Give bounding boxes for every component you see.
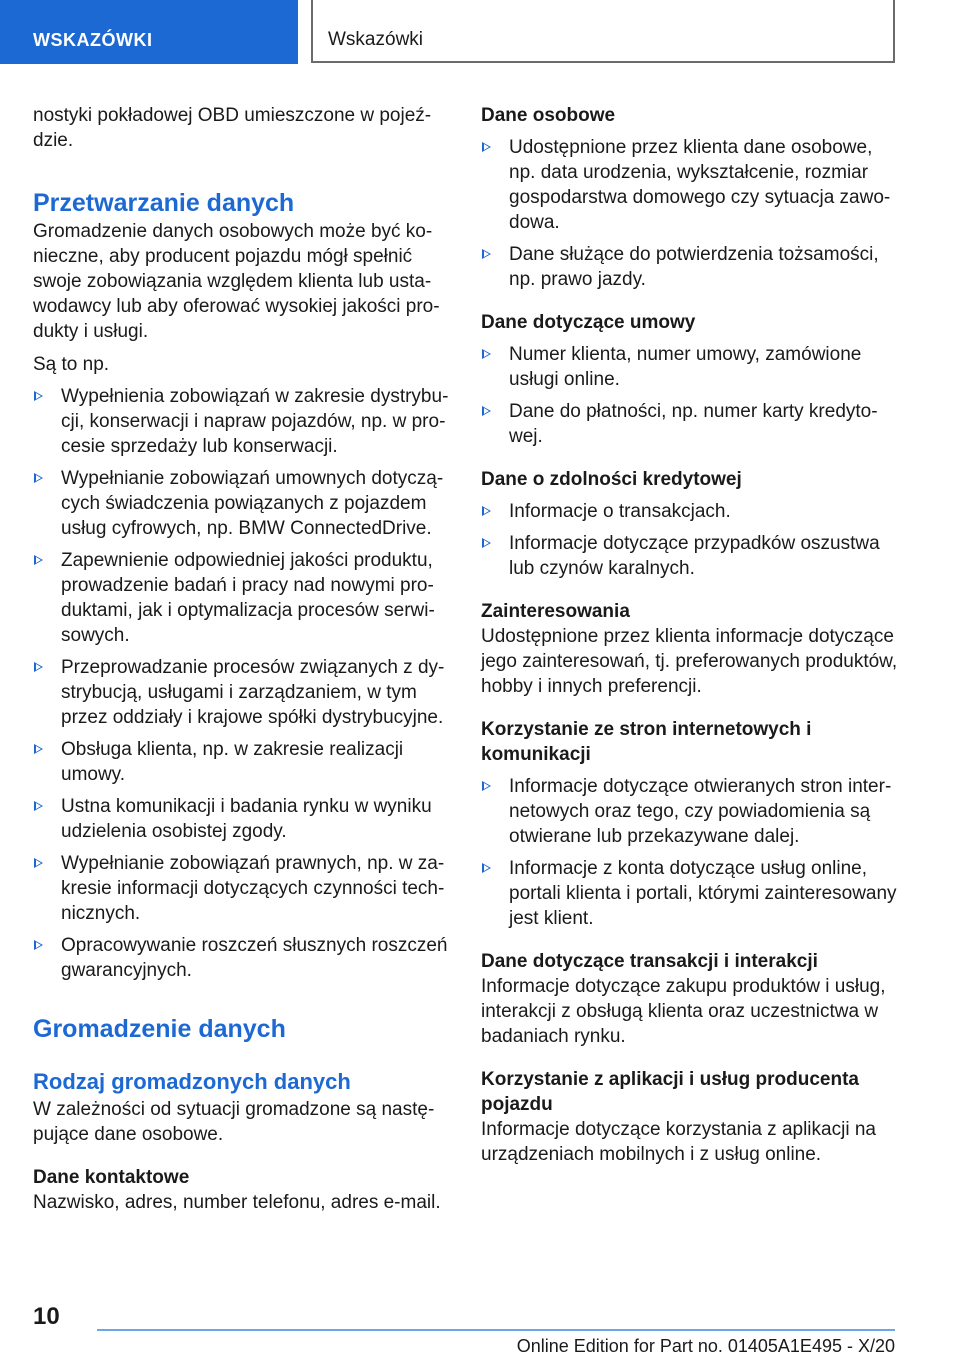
bullet-triangle-icon	[482, 406, 491, 416]
list-item: Przeprowadzanie procesów związanych z dystrybucją, usługami i zarządzaniem, w tym przez oddziały i krajowe spółki dystrybucyjne.	[33, 655, 451, 730]
bullet-triangle-icon	[482, 142, 491, 152]
label-web: Korzystanie ze stron internetowych i komunikacji	[481, 719, 812, 765]
left-column	[33, 103, 451, 1215]
processing-list	[33, 384, 451, 983]
label-apps: Korzystanie z aplikacji i usług producenta pojazdu	[481, 1069, 859, 1115]
kind-text: W zależności od sytuacji gromadzone są następujące dane osobowe.	[33, 1099, 435, 1145]
edition-link[interactable]: Online Edition for Part no. 01405A1E495 - X/20	[516, 1336, 895, 1356]
bullet-triangle-icon	[34, 662, 43, 672]
apps-text: Informacje dotyczące korzystania z aplikacji na urządzeniach mobilnych i z usług online.	[481, 1119, 876, 1165]
list-item: Numer klienta, numer umowy, zamówione usługi online.	[481, 342, 899, 392]
intro-text: nostyki pokładowej OBD umieszczone w pojeździe.	[33, 105, 432, 151]
transactions-text: Informacje dotyczące zakupu produktów i usług, interakcji z obsługą klienta oraz uczestnictwa w badaniach rynku.	[481, 976, 886, 1047]
bullet-triangle-icon	[482, 538, 491, 548]
processing-text: Gromadzenie danych osobowych może być konieczne, aby producent pojazdu mógł spełnić swoje zobowiązania względem klienta lub ustawodawcy lub aby oferować wysokiej jakości produkty i usługi.	[33, 221, 440, 342]
list-item: Informacje o transakcjach.	[481, 499, 899, 524]
heading-collection: Gromadzenie danych	[33, 1015, 286, 1043]
bullet-triangle-icon	[34, 744, 43, 754]
web-list	[481, 774, 899, 931]
credit-list	[481, 499, 899, 581]
bullet-triangle-icon	[34, 858, 43, 868]
bullet-triangle-icon	[34, 940, 43, 950]
label-contact: Dane kontaktowe	[33, 1167, 190, 1188]
section-title: Wskazówki	[328, 29, 424, 50]
right-column	[481, 103, 899, 1167]
bullet-triangle-icon	[34, 391, 43, 401]
bullet-triangle-icon	[34, 555, 43, 565]
bullet-triangle-icon	[482, 781, 491, 791]
label-credit: Dane o zdolności kredytowej	[481, 469, 742, 490]
label-personal: Dane osobowe	[481, 105, 616, 126]
list-item: Obsługa klienta, np. w zakresie realizacji umowy.	[33, 737, 451, 787]
list-item: Informacje z konta dotyczące usług online, portali klienta i portali, którymi zainteresowany jest klient.	[481, 856, 899, 931]
bullet-triangle-icon	[482, 506, 491, 516]
personal-list	[481, 135, 899, 292]
bullet-triangle-icon	[34, 801, 43, 811]
interests-text: Udostępnione przez klienta informacje dotyczące jego zainteresowań, tj. preferowanych produktów, hobby i innych preferencji.	[481, 626, 898, 697]
list-item: Wypełnianie zobowiązań umownych dotyczących świadczenia powiązanych z pojazdem usług cyfrowych, np. BMW ConnectedDrive.	[33, 466, 451, 541]
list-item: Dane do płatności, np. numer karty kredytowej.	[481, 399, 899, 449]
list-item: Wypełnienia zobowiązań w zakresie dystrybucji, konserwacji i napraw pojazdów, np. w procesie sprzedaży lub konserwacji.	[33, 384, 451, 459]
heading-processing: Przetwarzanie danych	[33, 189, 295, 217]
label-contract: Dane dotyczące umowy	[481, 312, 696, 333]
label-interests: Zainteresowania	[481, 601, 630, 622]
chapter-tab[interactable]	[0, 0, 298, 64]
footer-divider	[97, 1329, 895, 1331]
list-item: Dane służące do potwierdzenia tożsamości, np. prawo jazdy.	[481, 242, 899, 292]
list-item: Wypełnianie zobowiązań prawnych, np. w zakresie informacji dotyczących czynności technicznych.	[33, 851, 451, 926]
bullet-triangle-icon	[482, 249, 491, 259]
bullet-triangle-icon	[34, 473, 43, 483]
list-item: Zapewnienie odpowiedniej jakości produktu, prowadzenie badań i pracy nad nowymi produktami, jak i optymalizacja procesów serwisowych.	[33, 548, 451, 648]
page-number: 10	[33, 1303, 60, 1330]
contract-list	[481, 342, 899, 449]
bullet-triangle-icon	[482, 863, 491, 873]
contact-text: Nazwisko, adres, number telefonu, adres e-mail.	[33, 1192, 441, 1213]
bullet-triangle-icon	[482, 349, 491, 359]
examples-intro: Są to np.	[33, 354, 110, 375]
list-item: Udostępnione przez klienta dane osobowe, np. data urodzenia, wykształcenie, rozmiar gospodarstwa domowego czy sytuacja zawodowa.	[481, 135, 899, 235]
label-transactions: Dane dotyczące transakcji i interakcji	[481, 951, 818, 972]
list-item: Ustna komunikacji i badania rynku w wyniku udzielenia osobistej zgody.	[33, 794, 451, 844]
chapter-tab-label: WSKAZÓWKI	[33, 30, 153, 50]
list-item: Opracowywanie roszczeń słusznych roszczeń gwarancyjnych.	[33, 933, 451, 983]
list-item: Informacje dotyczące otwieranych stron internetowych oraz tego, czy powiadomienia są otwierane lub przekazywane dalej.	[481, 774, 899, 849]
heading-kind: Rodzaj gromadzonych danych	[33, 1069, 351, 1094]
section-header	[311, 0, 895, 63]
list-item: Informacje dotyczące przypadków oszustwa lub czynów karalnych.	[481, 531, 899, 581]
